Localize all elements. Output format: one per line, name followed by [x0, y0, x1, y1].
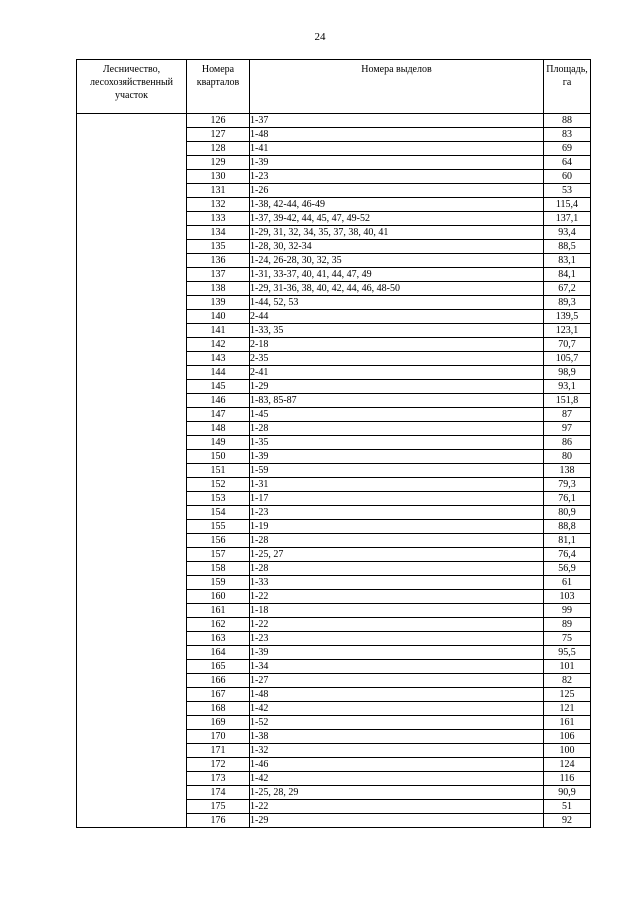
quarter-number-cell: 151 [187, 464, 250, 478]
quarter-number-cell: 127 [187, 128, 250, 142]
area-cell: 88,5 [544, 240, 591, 254]
section-numbers-cell: 1-39 [250, 156, 544, 170]
quarter-number-cell: 139 [187, 296, 250, 310]
quarter-number-cell: 158 [187, 562, 250, 576]
area-cell: 98,9 [544, 366, 591, 380]
table-body [77, 114, 591, 828]
section-numbers-cell: 1-33 [250, 576, 544, 590]
quarter-number-cell: 156 [187, 534, 250, 548]
quarter-number-cell: 135 [187, 240, 250, 254]
section-numbers-cell: 1-34 [250, 660, 544, 674]
quarter-number-cell: 149 [187, 436, 250, 450]
area-cell: 106 [544, 730, 591, 744]
area-cell: 139,5 [544, 310, 591, 324]
quarter-number-cell: 129 [187, 156, 250, 170]
forest-quarters-table [76, 59, 591, 828]
section-numbers-cell: 1-52 [250, 716, 544, 730]
quarter-number-cell: 154 [187, 506, 250, 520]
section-numbers-cell: 2-35 [250, 352, 544, 366]
area-cell: 95,5 [544, 646, 591, 660]
quarter-number-cell: 176 [187, 814, 250, 828]
quarter-number-cell: 126 [187, 114, 250, 128]
quarter-number-cell: 172 [187, 758, 250, 772]
area-cell: 116 [544, 772, 591, 786]
area-cell: 56,9 [544, 562, 591, 576]
quarter-number-cell: 136 [187, 254, 250, 268]
area-cell: 115,4 [544, 198, 591, 212]
section-numbers-cell: 1-28 [250, 422, 544, 436]
quarter-number-cell: 137 [187, 268, 250, 282]
header-quarters: Номера кварталов [187, 60, 250, 114]
area-cell: 161 [544, 716, 591, 730]
area-cell: 101 [544, 660, 591, 674]
quarter-number-cell: 140 [187, 310, 250, 324]
section-numbers-cell: 1-26 [250, 184, 544, 198]
section-numbers-cell: 1-35 [250, 436, 544, 450]
section-numbers-cell: 1-46 [250, 758, 544, 772]
section-numbers-cell: 1-22 [250, 618, 544, 632]
header-sections: Номера выделов [250, 60, 544, 114]
section-numbers-cell: 1-28, 30, 32-34 [250, 240, 544, 254]
page-number: 24 [314, 31, 326, 43]
section-numbers-cell: 1-42 [250, 772, 544, 786]
quarter-number-cell: 162 [187, 618, 250, 632]
quarter-number-cell: 166 [187, 674, 250, 688]
section-numbers-cell: 1-25, 27 [250, 548, 544, 562]
section-numbers-cell: 1-37, 39-42, 44, 45, 47, 49-52 [250, 212, 544, 226]
section-numbers-cell: 1-27 [250, 674, 544, 688]
section-numbers-cell: 1-48 [250, 688, 544, 702]
area-cell: 60 [544, 170, 591, 184]
area-cell: 64 [544, 156, 591, 170]
area-cell: 70,7 [544, 338, 591, 352]
section-numbers-cell: 2-18 [250, 338, 544, 352]
header-area: Площадь, га [544, 60, 591, 114]
section-numbers-cell: 2-44 [250, 310, 544, 324]
quarter-number-cell: 160 [187, 590, 250, 604]
area-cell: 81,1 [544, 534, 591, 548]
section-numbers-cell: 1-23 [250, 170, 544, 184]
area-cell: 89 [544, 618, 591, 632]
area-cell: 69 [544, 142, 591, 156]
quarter-number-cell: 146 [187, 394, 250, 408]
area-cell: 76,4 [544, 548, 591, 562]
area-cell: 100 [544, 744, 591, 758]
section-numbers-cell: 1-17 [250, 492, 544, 506]
section-numbers-cell: 1-59 [250, 464, 544, 478]
area-cell: 90,9 [544, 786, 591, 800]
quarter-number-cell: 164 [187, 646, 250, 660]
table-row [77, 114, 591, 128]
quarter-number-cell: 128 [187, 142, 250, 156]
area-cell: 88,8 [544, 520, 591, 534]
section-numbers-cell: 1-29, 31-36, 38, 40, 42, 44, 46, 48-50 [250, 282, 544, 296]
area-cell: 86 [544, 436, 591, 450]
area-cell: 67,2 [544, 282, 591, 296]
section-numbers-cell: 1-38 [250, 730, 544, 744]
section-numbers-cell: 1-25, 28, 29 [250, 786, 544, 800]
area-cell: 99 [544, 604, 591, 618]
area-cell: 93,4 [544, 226, 591, 240]
section-numbers-cell: 1-39 [250, 450, 544, 464]
section-numbers-cell: 1-45 [250, 408, 544, 422]
quarter-number-cell: 167 [187, 688, 250, 702]
quarter-number-cell: 153 [187, 492, 250, 506]
area-cell: 105,7 [544, 352, 591, 366]
section-numbers-cell: 1-29 [250, 814, 544, 828]
area-cell: 138 [544, 464, 591, 478]
quarter-number-cell: 132 [187, 198, 250, 212]
section-numbers-cell: 1-28 [250, 562, 544, 576]
section-numbers-cell: 1-42 [250, 702, 544, 716]
quarter-number-cell: 130 [187, 170, 250, 184]
area-cell: 80 [544, 450, 591, 464]
area-cell: 83,1 [544, 254, 591, 268]
header-district: Лесничество, лесохозяйственный участок [77, 60, 187, 114]
quarter-number-cell: 163 [187, 632, 250, 646]
section-numbers-cell: 1-22 [250, 590, 544, 604]
area-cell: 53 [544, 184, 591, 198]
section-numbers-cell: 1-31 [250, 478, 544, 492]
section-numbers-cell: 1-22 [250, 800, 544, 814]
section-numbers-cell: 1-41 [250, 142, 544, 156]
section-numbers-cell: 1-23 [250, 506, 544, 520]
area-cell: 82 [544, 674, 591, 688]
section-numbers-cell: 1-18 [250, 604, 544, 618]
quarter-number-cell: 143 [187, 352, 250, 366]
quarter-number-cell: 161 [187, 604, 250, 618]
section-numbers-cell: 1-23 [250, 632, 544, 646]
area-cell: 80,9 [544, 506, 591, 520]
area-cell: 51 [544, 800, 591, 814]
area-cell: 121 [544, 702, 591, 716]
area-cell: 97 [544, 422, 591, 436]
area-cell: 87 [544, 408, 591, 422]
quarter-number-cell: 168 [187, 702, 250, 716]
area-cell: 93,1 [544, 380, 591, 394]
section-numbers-cell: 1-19 [250, 520, 544, 534]
quarter-number-cell: 142 [187, 338, 250, 352]
section-numbers-cell: 2-41 [250, 366, 544, 380]
area-cell: 92 [544, 814, 591, 828]
section-numbers-cell: 1-39 [250, 646, 544, 660]
area-cell: 123,1 [544, 324, 591, 338]
section-numbers-cell: 1-37 [250, 114, 544, 128]
section-numbers-cell: 1-44, 52, 53 [250, 296, 544, 310]
quarter-number-cell: 133 [187, 212, 250, 226]
area-cell: 75 [544, 632, 591, 646]
area-cell: 151,8 [544, 394, 591, 408]
quarter-number-cell: 145 [187, 380, 250, 394]
section-numbers-cell: 1-48 [250, 128, 544, 142]
area-cell: 137,1 [544, 212, 591, 226]
section-numbers-cell: 1-33, 35 [250, 324, 544, 338]
section-numbers-cell: 1-28 [250, 534, 544, 548]
section-numbers-cell: 1-32 [250, 744, 544, 758]
area-cell: 76,1 [544, 492, 591, 506]
quarter-number-cell: 157 [187, 548, 250, 562]
section-numbers-cell: 1-83, 85-87 [250, 394, 544, 408]
quarter-number-cell: 134 [187, 226, 250, 240]
quarter-number-cell: 159 [187, 576, 250, 590]
section-numbers-cell: 1-38, 42-44, 46-49 [250, 198, 544, 212]
area-cell: 84,1 [544, 268, 591, 282]
quarter-number-cell: 155 [187, 520, 250, 534]
quarter-number-cell: 138 [187, 282, 250, 296]
section-numbers-cell: 1-29, 31, 32, 34, 35, 37, 38, 40, 41 [250, 226, 544, 240]
area-cell: 88 [544, 114, 591, 128]
quarter-number-cell: 150 [187, 450, 250, 464]
quarter-number-cell: 175 [187, 800, 250, 814]
area-cell: 79,3 [544, 478, 591, 492]
district-cell [77, 114, 187, 828]
area-cell: 83 [544, 128, 591, 142]
quarter-number-cell: 152 [187, 478, 250, 492]
quarter-number-cell: 147 [187, 408, 250, 422]
area-cell: 89,3 [544, 296, 591, 310]
area-cell: 61 [544, 576, 591, 590]
area-cell: 125 [544, 688, 591, 702]
quarter-number-cell: 144 [187, 366, 250, 380]
area-cell: 103 [544, 590, 591, 604]
quarter-number-cell: 131 [187, 184, 250, 198]
quarter-number-cell: 173 [187, 772, 250, 786]
table-header-row [77, 60, 591, 114]
area-cell: 124 [544, 758, 591, 772]
quarter-number-cell: 148 [187, 422, 250, 436]
section-numbers-cell: 1-29 [250, 380, 544, 394]
quarter-number-cell: 165 [187, 660, 250, 674]
quarter-number-cell: 170 [187, 730, 250, 744]
quarter-number-cell: 141 [187, 324, 250, 338]
quarter-number-cell: 169 [187, 716, 250, 730]
section-numbers-cell: 1-24, 26-28, 30, 32, 35 [250, 254, 544, 268]
quarter-number-cell: 174 [187, 786, 250, 800]
quarter-number-cell: 171 [187, 744, 250, 758]
section-numbers-cell: 1-31, 33-37, 40, 41, 44, 47, 49 [250, 268, 544, 282]
